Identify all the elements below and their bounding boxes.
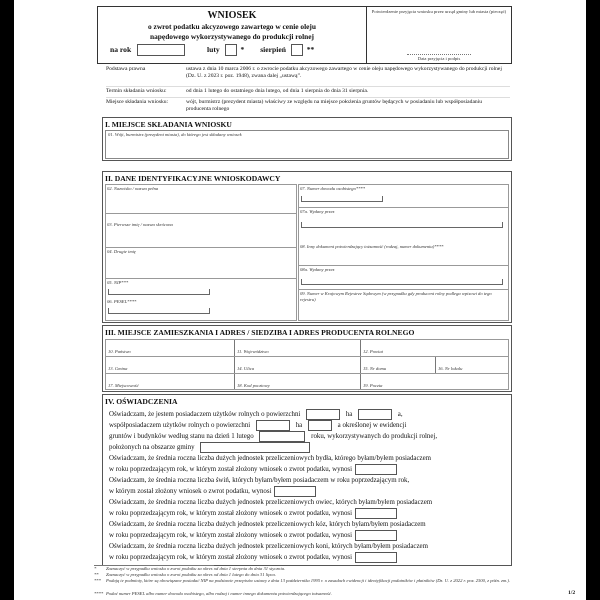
address-row-3 — [106, 374, 508, 389]
id-card-number-label: 07. Numer dowodu osobistego**** — [300, 186, 366, 191]
town-field[interactable] — [106, 374, 235, 389]
krs-number-field[interactable] — [299, 289, 508, 321]
section-2 — [102, 171, 512, 323]
section-1-title: I. MIEJSCE SKŁADANIA WNIOSKU — [105, 120, 232, 129]
address-row-2 — [106, 357, 508, 374]
form-subtitle-2: napędowego wykorzystywanego do produkcji rolnej — [150, 32, 314, 41]
sheep-statement: Oświadczam, że średnia roczna liczba dużych jednostek przeliczeniowych owiec, których byłam/byłem posiadaczem w roku poprzedzającym rok, w którym został złożony wniosek o zwrot podatku, wynosi — [109, 499, 433, 517]
footnote-1: * Zaznaczyć w przypadku wniosku o zwrot podatku za okres od dnia 1 sierpnia do dnia 31 stycznia. — [94, 566, 286, 571]
commune-field[interactable] — [106, 357, 235, 373]
info-row-place — [106, 97, 510, 116]
post-office-label: 19. Poczta — [363, 383, 383, 388]
section-3 — [102, 325, 512, 392]
voivodeship-label: 11. Województwo — [237, 349, 269, 354]
surname-label: 02. Nazwisko / nazwa pełna — [107, 186, 159, 191]
postal-code-label: 18. Kod pocztowy — [237, 383, 270, 388]
sheep-units-input[interactable] — [355, 508, 397, 519]
info-key: Termin składania wniosku: — [106, 88, 167, 94]
land-coowned-a-input[interactable] — [308, 420, 332, 431]
identification-left — [105, 184, 297, 321]
goats-units-input[interactable] — [355, 530, 397, 541]
commune-label: 13. Gmina — [108, 366, 128, 371]
section-4-title: IV. OŚWIADCZENIA — [105, 397, 178, 406]
section-3-title: III. MIEJSCE ZAMIESZKANIA I ADRES / SIEDZIBA I ADRES PRODUCENTA ROLNEGO — [105, 328, 415, 337]
other-issued-by-field[interactable] — [299, 265, 508, 288]
footnote-4: **** Podać numer PESEL albo numer dowodu osobistego, albo rodzaj i numer innego dokumentu potwierdzającego tożsamość. — [94, 591, 332, 596]
id-card-number-boxes — [301, 196, 383, 202]
cattle-units-input[interactable] — [355, 464, 397, 475]
year-input[interactable] — [137, 44, 185, 56]
other-document-field[interactable] — [299, 243, 508, 259]
pigs-statement: Oświadczam, że średnia roczna liczba świń, których byłam/byłem posiadaczem w roku poprzedzającym rok, w którym został złożony wniosek o zwrot podatku, wynosi — [109, 477, 410, 495]
pigs-count-input[interactable] — [274, 486, 316, 497]
country-field[interactable] — [106, 340, 235, 356]
second-name-field[interactable] — [106, 247, 296, 270]
identification-right — [298, 184, 509, 321]
info-table — [106, 66, 510, 116]
footnote-mark-1: * — [240, 44, 245, 54]
address-grid — [105, 339, 509, 390]
house-number-field[interactable] — [361, 357, 436, 373]
pesel-label: 06. PESEL**** — [107, 299, 137, 304]
issued-by-boxes — [301, 222, 503, 228]
year-label: na rok — [110, 44, 132, 54]
cattle-statement: Oświadczam, że średnia roczna liczba dużych jednostek przeliczeniowych bydła, którego byłam/byłem posiadaczem w roku poprzedzającym rok, w którym został złożony wniosek o zwrot podatku, wynosi — [109, 455, 432, 473]
nip-field[interactable] — [106, 278, 296, 297]
land-line-4: położonych na obszarze gminy — [109, 442, 509, 453]
goats-statement: Oświadczam, że średnia roczna liczba dużych jednostek przeliczeniowych kóz, których byłam/byłem posiadaczem w roku poprzedzającym rok, w którym został złożony wniosek o zwrot podatku, wynosi — [109, 521, 426, 539]
form-subtitle-1: o zwrot podatku akcyzowego zawartego w cenie oleju — [148, 22, 316, 31]
footnote-mark-2: ** — [306, 44, 315, 54]
land-statement — [109, 409, 509, 453]
period-row — [110, 44, 314, 56]
footnote-2: ** Zaznaczyć w przypadku wniosku o zwrot podatku za okres od dnia 1 lutego do dnia 31 lipca. — [94, 572, 277, 577]
office-field[interactable] — [105, 130, 509, 159]
stamp-box — [366, 6, 512, 64]
august-checkbox[interactable] — [291, 44, 303, 56]
krs-number-label: 09. Numer w Krajowym Rejestrze Sądowym (w przypadku gdy producent rolny podlega wpisowi do tego rejestru) — [300, 291, 492, 302]
post-office-field[interactable] — [361, 374, 508, 389]
info-key: Miejsce składania wniosku: — [106, 99, 169, 105]
country-label: 10. Państwo — [108, 349, 131, 354]
february-label: luty — [207, 44, 220, 54]
land-year-input[interactable] — [259, 431, 305, 442]
district-label: 12. Powiat — [363, 349, 383, 354]
page-number: 1/2 — [568, 590, 576, 596]
land-line-1: Oświadczam, że jestem posiadaczem użytków rolnych o powierzchni ha a, — [109, 409, 509, 420]
first-name-field[interactable] — [106, 221, 296, 241]
nip-label: 05. NIP*** — [107, 280, 129, 285]
land-owned-ha-input[interactable] — [306, 409, 340, 420]
form-title: WNIOSEK — [207, 10, 257, 21]
street-label: 14. Ulica — [237, 366, 255, 371]
issued-by-field[interactable] — [299, 207, 508, 232]
id-card-number-field[interactable] — [299, 185, 508, 207]
office-field-label: 01. Wójt, burmistrz (prezydent miasta), do którego jest składany wniosek — [108, 132, 242, 137]
postal-code-field[interactable] — [235, 374, 361, 389]
apartment-number-label: 16. Nr lokalu — [438, 366, 463, 371]
stamp-date-label: Data przyjęcia i podpis — [417, 56, 461, 61]
february-checkbox[interactable] — [225, 44, 237, 56]
info-row-deadline — [106, 86, 510, 97]
header-box — [97, 6, 367, 64]
info-value: od dnia 1 lutego do ostatniego dnia lutego, od dnia 1 sierpnia do dnia 31 sierpnia. — [186, 88, 369, 94]
info-value: wójt, burmistrz (prezydent miasta) właściwy ze względu na miejsce położenia gruntów będących w posiadaniu lub współposiadaniu producenta rolnego — [186, 99, 483, 112]
info-value: ustawa z dnia 10 marca 2006 r. o zwrocie podatku akcyzowego zawartego w cenie oleju napędowego wykorzystywanego do produkcji rolnej (Dz. U. z 2023 r. poz. 1948), zwana dalej „ustawą”. — [186, 66, 502, 79]
pesel-field[interactable] — [106, 298, 296, 318]
horses-units-input[interactable] — [355, 552, 397, 563]
commune-name-input[interactable] — [200, 442, 310, 453]
nip-digit-boxes — [108, 289, 210, 295]
other-document-label: 08. Inny dokument potwierdzający tożsamość (rodzaj, numer dokumentu)**** — [300, 244, 444, 249]
other-issued-by-label: 08a. Wydany przez — [300, 267, 335, 272]
voivodeship-field[interactable] — [235, 340, 361, 356]
form-page — [14, 0, 586, 600]
info-row-legal-basis — [106, 66, 510, 86]
land-line-3: gruntów i budynków według stanu na dzień 1 lutego roku, wykorzystywanych do produkcji rolnej, — [109, 431, 509, 442]
land-coowned-ha-input[interactable] — [256, 420, 290, 431]
first-name-label: 03. Pierwsze imię / nazwa skrócona — [107, 222, 173, 227]
stamp-caption: Potwierdzenie przyjęcia wniosku przez urząd gminy lub miasta (pieczęć) — [371, 9, 507, 14]
section-4 — [102, 394, 512, 566]
address-row-1 — [106, 340, 508, 357]
info-key: Podstawa prawna — [106, 66, 146, 72]
apartment-number-field[interactable] — [436, 357, 508, 373]
pesel-digit-boxes — [108, 308, 210, 314]
town-label: 17. Miejscowość — [108, 383, 139, 388]
surname-field[interactable] — [106, 185, 296, 214]
stamp-signature-line — [407, 54, 471, 55]
land-owned-a-input[interactable] — [358, 409, 392, 420]
second-name-label: 04. Drugie imię — [107, 249, 136, 254]
issued-by-label: 07a. Wydany przez — [300, 209, 335, 214]
august-label: sierpień — [260, 44, 286, 54]
section-2-title: II. DANE IDENTYFIKACYJNE WNIOSKODAWCY — [105, 174, 281, 183]
house-number-label: 15. Nr domu — [363, 366, 387, 371]
other-issued-by-boxes — [301, 279, 503, 285]
section-1 — [102, 117, 512, 161]
district-field[interactable] — [361, 340, 508, 356]
street-field[interactable] — [235, 357, 361, 373]
land-line-2: współposiadaczem użytków rolnych o powierzchni ha a określonej w ewidencji — [109, 420, 509, 431]
footnote-3: *** Podają te podmioty, które są obowiązane posiadać NIP na podstawie przepisów ustawy z dnia 13 października 1995 r. o zasadach ewidencji i identyfikacji podatników i płatników (Dz. U. z 2022 r. poz. 2500, z późn. zm.). — [94, 578, 511, 583]
horses-statement: Oświadczam, że średnia roczna liczba dużych jednostek przeliczeniowych koni, których byłam/byłem posiadaczem w roku poprzedzającym rok, w którym został złożony wniosek o zwrot podatku, wynosi — [109, 543, 428, 561]
